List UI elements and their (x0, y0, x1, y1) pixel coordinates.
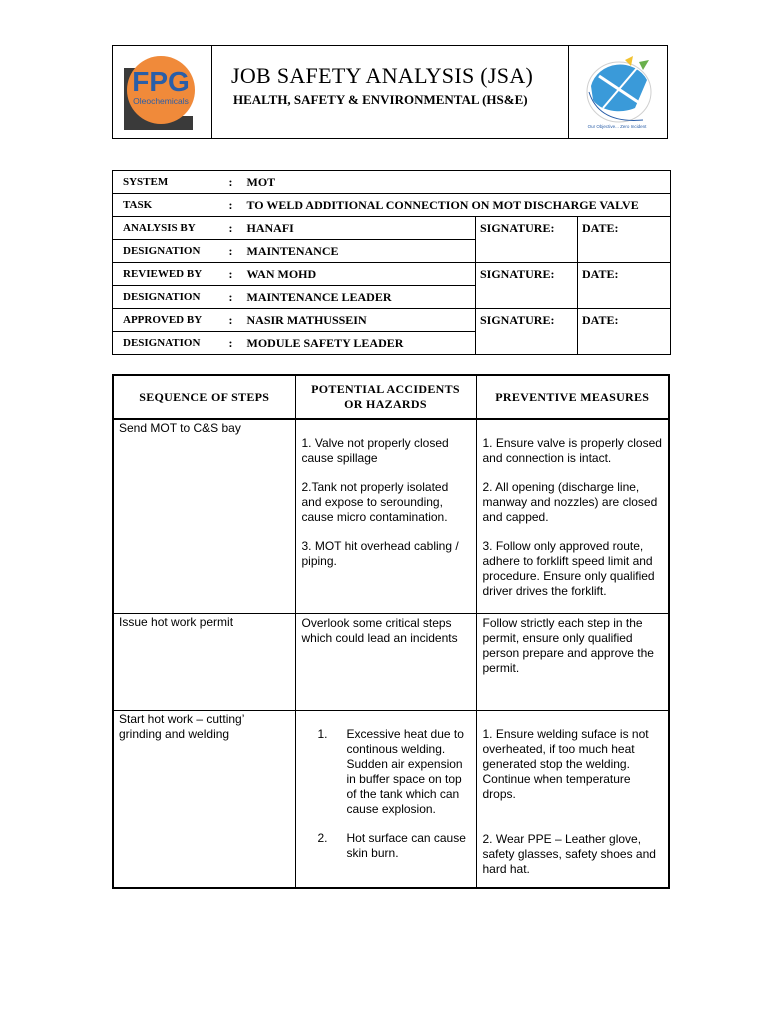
task-label: TASK (113, 194, 225, 217)
steps-header: SEQUENCE OF STEPS (113, 375, 295, 419)
approved-date-cell: DATE: (578, 309, 671, 355)
analysis-signature-cell: SIGNATURE: (476, 217, 578, 263)
emblem-slogan: Our Objective... Zero Incident (587, 124, 647, 129)
step-cell: Issue hot work permit (113, 613, 295, 710)
colon: : (228, 335, 233, 350)
approved-by-row (113, 309, 671, 332)
analysis-by-name: HANAFI (246, 220, 294, 235)
system-row (113, 171, 671, 194)
jsa-steps-table (112, 374, 670, 889)
task-row (113, 194, 671, 217)
measure-item: 1. Ensure valve is properly closed and connection is intact. (482, 436, 662, 465)
reviewed-designation: MAINTENANCE LEADER (246, 289, 392, 304)
approved-signature-cell: SIGNATURE: (476, 309, 578, 355)
hazard-number: 1. (317, 726, 328, 741)
approved-designation: MODULE SAFETY LEADER (246, 335, 404, 350)
measure-item: 2. Wear PPE – Leather glove, safety glasses, safety shoes and hard hat. (482, 831, 656, 876)
measures-header: PREVENTIVE MEASURES (476, 375, 669, 419)
measure-item: 1. Ensure welding suface is not overheated, if too much heat generated stop the welding. Continue when temperature drops. (482, 726, 649, 801)
step-cell: Start hot work – cutting’ grinding and welding (113, 710, 295, 888)
approved-by-label: APPROVED BY (113, 309, 225, 332)
designation-label: DESIGNATION (113, 240, 225, 263)
document-subtitle: HEALTH, SAFETY & ENVIRONMENTAL (HS&E) (233, 92, 528, 107)
hazards-cell (295, 419, 476, 613)
reviewed-by-name: WAN MOHD (246, 266, 317, 281)
measures-cell (476, 613, 669, 710)
analysis-by-label: ANALYSIS BY (113, 217, 225, 240)
hazard-item: 2.Tank not properly isolated and expose to serounding, cause micro contamination. (301, 480, 449, 524)
jsa-info-table (112, 170, 671, 355)
document-title: JOB SAFETY ANALYSIS (JSA) (231, 63, 534, 88)
step-cell: Send MOT to C&S bay (113, 419, 295, 613)
colon: : (228, 220, 233, 235)
analysis-by-row (113, 217, 671, 240)
hazards-header-line2: OR HAZARDS (344, 397, 427, 411)
colon: : (228, 174, 233, 189)
logo-main-text: FPG (132, 66, 190, 97)
hazards-cell (295, 613, 476, 710)
hazards-header-line1: POTENTIAL ACCIDENTS (311, 382, 460, 396)
system-value: MOT (246, 174, 276, 189)
hazard-number: 2. (317, 830, 328, 845)
logo-sub-text: Oleochemicals (133, 96, 189, 106)
colon: : (228, 243, 233, 258)
fpg-oleochemicals-logo (113, 46, 211, 138)
emblem-cell (568, 46, 667, 138)
reviewed-date-cell: DATE: (578, 263, 671, 309)
task-value: TO WELD ADDITIONAL CONNECTION ON MOT DISCHARGE VALVE (246, 197, 639, 212)
table-row (113, 419, 669, 613)
approved-by-name: NASIR MATHUSSEIN (246, 312, 367, 327)
measure-item: 2. All opening (discharge line, manway and nozzles) are closed and capped. (482, 480, 658, 524)
hazard-text: Excessive heat due to continous welding. Sudden air expension in buffer space on top of the tank which can cause explosion. (346, 726, 464, 816)
table-row (113, 710, 669, 888)
analysis-date-cell: DATE: (578, 217, 671, 263)
jsa-header-row (113, 375, 669, 419)
measure-item: Follow strictly each step in the permit, ensure only qualified person prepare and approve the permit. (482, 615, 654, 675)
document-header (112, 45, 668, 139)
measures-cell (476, 419, 669, 613)
colon: : (228, 266, 233, 281)
reviewed-by-row (113, 263, 671, 286)
measures-cell (476, 710, 669, 888)
analysis-designation: MAINTENANCE (246, 243, 339, 258)
system-label: SYSTEM (113, 171, 225, 194)
colon: : (228, 289, 233, 304)
hazards-cell (295, 710, 476, 888)
hazards-header (295, 375, 476, 419)
logo-cell (113, 46, 212, 138)
reviewed-signature-cell: SIGNATURE: (476, 263, 578, 309)
colon: : (228, 312, 233, 327)
colon: : (228, 197, 233, 212)
table-row (113, 613, 669, 710)
hazard-item: 3. MOT hit overhead cabling / piping. (301, 539, 459, 568)
safety-emblem-icon (569, 46, 667, 138)
hazard-item: 1. Valve not properly closed cause spillage (301, 436, 449, 465)
reviewed-by-label: REVIEWED BY (113, 263, 225, 286)
hazard-item (302, 831, 470, 861)
measure-item: 3. Follow only approved route, adhere to forklift speed limit and procedure. Ensure only qualified driver drives the forklift. (482, 539, 655, 598)
hazard-item (302, 727, 470, 817)
hazard-text: Hot surface can cause skin burn. (346, 830, 466, 860)
designation-label: DESIGNATION (113, 286, 225, 309)
hazard-item: Overlook some critical steps which could lead an incidents (301, 615, 458, 645)
designation-label: DESIGNATION (113, 332, 225, 355)
